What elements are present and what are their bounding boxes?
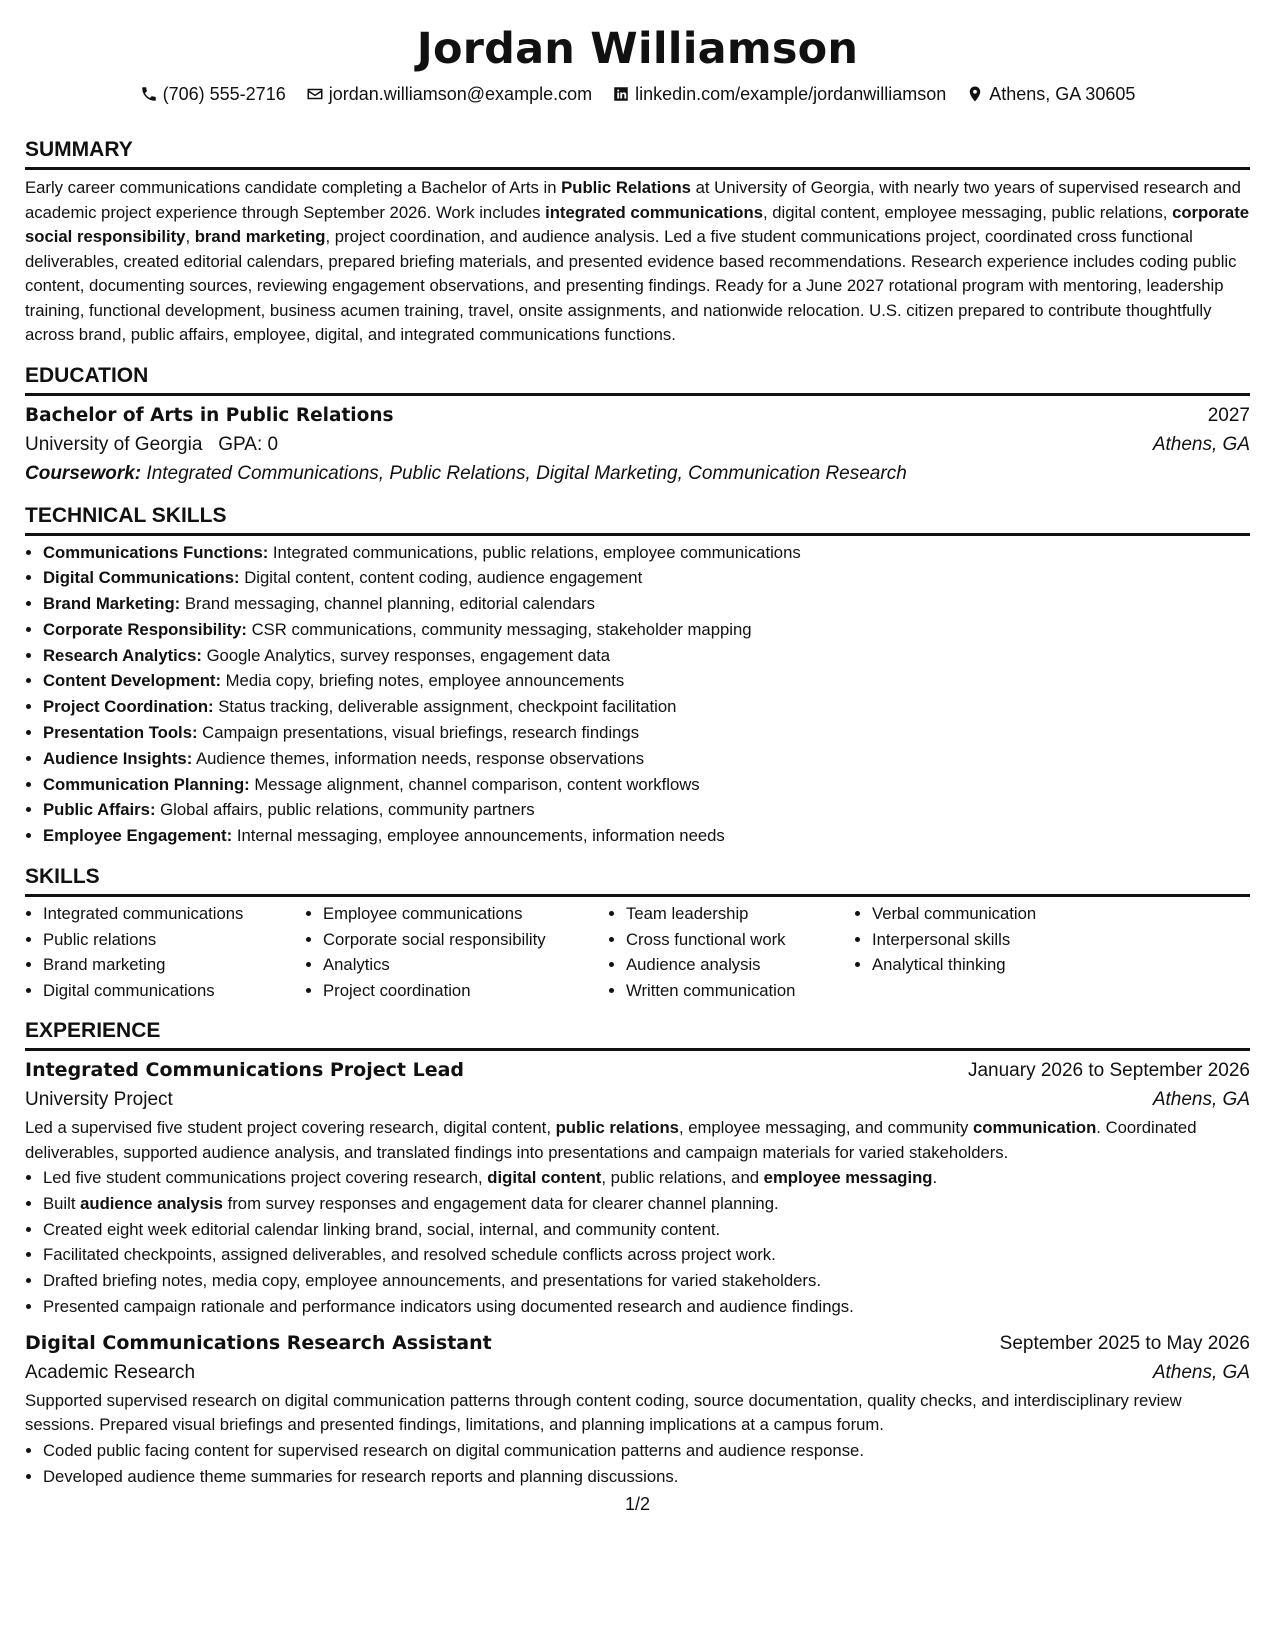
job-title: Digital Communications Research Assistant bbox=[25, 1331, 492, 1354]
skill-text: Campaign presentations, visual briefings, research findings bbox=[202, 723, 640, 743]
summary-heading: SUMMARY bbox=[25, 136, 1250, 170]
candidate-name: Jordan Williamson bbox=[416, 24, 859, 74]
summary-part: , digital content, employee messaging, public relations, bbox=[762, 202, 1173, 222]
skill-label: Research Analytics: bbox=[43, 645, 202, 665]
contact-location bbox=[966, 82, 1135, 106]
bullet-part: Led five student communications project covering research, bbox=[43, 1168, 488, 1188]
experience-heading: EXPERIENCE bbox=[25, 1017, 1250, 1051]
bullet-part: from survey responses and engagement data for clearer channel planning. bbox=[222, 1193, 779, 1213]
list-item: • Cross functional work bbox=[626, 927, 854, 953]
skills-heading: SKILLS bbox=[25, 863, 1250, 897]
job-bullets bbox=[25, 1438, 1250, 1490]
education-section bbox=[25, 362, 1250, 488]
list-item bbox=[43, 772, 1250, 798]
experience-section bbox=[25, 1017, 1250, 1489]
envelope-icon bbox=[306, 85, 324, 103]
list-item bbox=[43, 591, 1250, 617]
gpa: GPA: 0 bbox=[218, 433, 279, 455]
list-item bbox=[43, 746, 1250, 772]
list-item bbox=[43, 1191, 1250, 1217]
linkedin-link[interactable]: linkedin.com/example/jordanwilliamson bbox=[635, 84, 947, 104]
skill-text: Digital content, content coding, audience engagement bbox=[244, 568, 643, 588]
list-item: • Facilitated checkpoints, assigned deliverables, and resolved schedule conflicts across project work. bbox=[43, 1242, 1250, 1268]
summary-text bbox=[25, 176, 1250, 348]
skill-text: Internal messaging, employee announcements, information needs bbox=[236, 826, 725, 846]
school-location: Athens, GA bbox=[1152, 433, 1250, 455]
bullet-part: . bbox=[932, 1168, 938, 1188]
list-item: • Created eight week editorial calendar linking brand, social, internal, and community content. bbox=[43, 1217, 1250, 1243]
phone-icon bbox=[140, 85, 158, 103]
list-item bbox=[43, 797, 1250, 823]
skill-label: Corporate Responsibility: bbox=[43, 619, 247, 639]
summary-part: , bbox=[185, 227, 195, 246]
skill-label: Content Development: bbox=[43, 671, 222, 691]
list-item: • Analytics bbox=[323, 952, 608, 978]
coursework bbox=[25, 459, 1250, 488]
email-link[interactable]: jordan.williamson@example.com bbox=[328, 84, 593, 104]
coursework-list: Integrated Communications, Public Relations, Digital Marketing, Communication Research bbox=[146, 462, 907, 484]
job-dates: September 2025 to May 2026 bbox=[999, 1332, 1250, 1354]
skills-section bbox=[25, 863, 1250, 1003]
job-description: Supported supervised research on digital communication patterns through content coding, source documentation, quality checks, and interdisciplinary review sessions. Prepared visual briefings and presented findings, limitations, and planning implications at a campus forum. bbox=[25, 1390, 1182, 1435]
list-item bbox=[43, 668, 1250, 694]
bullet-part: , public relations, and bbox=[601, 1168, 764, 1188]
job-bullets bbox=[25, 1165, 1250, 1320]
desc-emphasis: communication bbox=[972, 1118, 1097, 1138]
resume-page bbox=[25, 20, 1250, 1489]
list-item: • Coded public facing content for supervised research on digital communication patterns and audience response. bbox=[43, 1438, 1250, 1464]
skills-column bbox=[608, 901, 854, 1003]
list-item: • Integrated communications bbox=[43, 901, 305, 927]
technical-skills-heading: TECHNICAL SKILLS bbox=[25, 502, 1250, 536]
phone-text: (706) 555-2716 bbox=[162, 84, 286, 104]
list-item bbox=[43, 565, 1250, 591]
job-org: University Project bbox=[25, 1089, 173, 1111]
skill-label: Communications Functions: bbox=[43, 542, 269, 562]
summary-part: at University of Georgia, with nearly two years of supervised research and academic project experience through September 2026. Work includes bbox=[25, 178, 1241, 222]
contact-email[interactable] bbox=[306, 82, 592, 106]
contact-phone bbox=[140, 82, 286, 106]
job-org-row bbox=[25, 1085, 1250, 1114]
skill-text: Global affairs, public relations, community partners bbox=[160, 800, 535, 820]
bullet-emphasis: digital content bbox=[487, 1168, 602, 1188]
contact-linkedin[interactable] bbox=[612, 82, 946, 106]
list-item: • Brand marketing bbox=[43, 952, 305, 978]
list-item bbox=[43, 617, 1250, 643]
job-org-row bbox=[25, 1358, 1250, 1387]
skill-label: Communication Planning: bbox=[43, 774, 250, 794]
education-heading: EDUCATION bbox=[25, 362, 1250, 396]
list-item: • Public relations bbox=[43, 927, 305, 953]
school-name: University of Georgia bbox=[25, 433, 203, 455]
summary-emphasis: integrated communications bbox=[545, 202, 763, 222]
list-item: • Employee communications bbox=[323, 901, 608, 927]
job-entry bbox=[25, 1328, 1250, 1490]
desc-part: , employee messaging, and community bbox=[678, 1118, 973, 1138]
summary-part: , project coordination, and audience analysis. Led a five student communications project, coordinated cross functional deliverables, created editorial calendars, prepared briefing materials, and presented evidence based recommendations. Research experience includes coding public content, documenting sources, reviewing engagement observations, and presenting findings. Ready for a June 2027 rotational program with mentoring, leadership training, functional development, business acumen training, travel, onsite assignments, and nationwide relocation. U.S. citizen prepared to contribute thoughtfully across brand, public affairs, employee, digital, and integrated communications functions. bbox=[25, 227, 1237, 344]
degree-title: Bachelor of Arts in Public Relations bbox=[25, 404, 394, 426]
skill-text: Status tracking, deliverable assignment, checkpoint facilitation bbox=[218, 697, 677, 717]
linkedin-icon bbox=[612, 85, 630, 103]
job-org: Academic Research bbox=[25, 1361, 196, 1383]
bullet-part: Built bbox=[43, 1193, 81, 1213]
list-item: • Team leadership bbox=[626, 901, 854, 927]
summary-part: Early career communications candidate completing a Bachelor of Arts in bbox=[25, 178, 562, 197]
list-item: • Analytical thinking bbox=[872, 952, 1112, 978]
desc-emphasis: public relations bbox=[555, 1118, 679, 1138]
summary-section bbox=[25, 136, 1250, 348]
list-item bbox=[43, 540, 1250, 566]
skill-label: Audience Insights: bbox=[43, 748, 193, 768]
list-item: • Developed audience theme summaries for research reports and planning discussions. bbox=[43, 1464, 1250, 1490]
technical-skills-section bbox=[25, 502, 1250, 850]
list-item: • Corporate social responsibility bbox=[323, 927, 608, 953]
job-header bbox=[25, 1055, 1250, 1085]
map-pin-icon bbox=[966, 85, 984, 103]
job-dates: January 2026 to September 2026 bbox=[967, 1060, 1250, 1082]
degree-row bbox=[25, 401, 1250, 430]
list-item bbox=[43, 694, 1250, 720]
list-item: • Digital communications bbox=[43, 978, 305, 1004]
school-info bbox=[25, 430, 278, 459]
skill-label: Brand Marketing: bbox=[43, 594, 181, 614]
list-item bbox=[43, 823, 1250, 849]
technical-skills-list bbox=[25, 540, 1250, 850]
job-title: Integrated Communications Project Lead bbox=[25, 1059, 465, 1082]
bullet-emphasis: audience analysis bbox=[80, 1193, 223, 1213]
bullet-emphasis: employee messaging bbox=[763, 1168, 933, 1188]
location-text: Athens, GA 30605 bbox=[989, 84, 1136, 104]
skill-label: Employee Engagement: bbox=[43, 826, 233, 846]
graduation-year: 2027 bbox=[1207, 404, 1250, 426]
job-description bbox=[25, 1116, 1250, 1165]
skill-text: Message alignment, channel comparison, content workflows bbox=[254, 774, 700, 794]
skill-label: Presentation Tools: bbox=[43, 723, 198, 743]
page-indicator: 1/2 bbox=[624, 1494, 651, 1514]
list-item bbox=[43, 720, 1250, 746]
list-item: • Drafted briefing notes, media copy, employee announcements, and presentations for varied stakeholders. bbox=[43, 1268, 1250, 1294]
skill-label: Public Affairs: bbox=[43, 800, 156, 820]
skill-text: CSR communications, community messaging, stakeholder mapping bbox=[251, 619, 752, 639]
list-item: • Written communication bbox=[626, 978, 854, 1004]
job-header bbox=[25, 1328, 1250, 1358]
skills-column bbox=[25, 901, 305, 1003]
skill-text: Google Analytics, survey responses, engagement data bbox=[206, 645, 611, 665]
summary-emphasis: Public Relations bbox=[561, 178, 691, 197]
skill-label: Digital Communications: bbox=[43, 568, 240, 588]
list-item: • Interpersonal skills bbox=[872, 927, 1112, 953]
list-item: • Project coordination bbox=[323, 978, 608, 1004]
skill-text: Media copy, briefing notes, employee announcements bbox=[225, 671, 625, 691]
skill-text: Audience themes, information needs, response observations bbox=[196, 748, 645, 768]
contact-bar bbox=[25, 82, 1250, 106]
job-location: Athens, GA bbox=[1152, 1089, 1250, 1111]
job-entry bbox=[25, 1055, 1250, 1320]
coursework-label: Coursework: bbox=[25, 462, 142, 484]
summary-emphasis: brand marketing bbox=[194, 227, 326, 246]
list-item bbox=[43, 1165, 1250, 1191]
school-row bbox=[25, 430, 1250, 459]
skill-text: Integrated communications, public relations, employee communications bbox=[272, 542, 801, 562]
job-location: Athens, GA bbox=[1152, 1361, 1250, 1383]
desc-part: Led a supervised five student project covering research, digital content, bbox=[25, 1118, 556, 1138]
skill-label: Project Coordination: bbox=[43, 697, 214, 717]
skills-column bbox=[854, 901, 1112, 1003]
skills-column bbox=[305, 901, 608, 1003]
list-item: • Presented campaign rationale and performance indicators using documented research and audience findings. bbox=[43, 1294, 1250, 1320]
list-item: • Verbal communication bbox=[872, 901, 1112, 927]
skills-grid bbox=[25, 901, 1250, 1003]
skill-text: Brand messaging, channel planning, editorial calendars bbox=[184, 594, 595, 614]
list-item: • Audience analysis bbox=[626, 952, 854, 978]
desc-part: . Coordinated deliverables, supported audience analysis, and translated findings into presentations and campaign materials for varied stakeholders. bbox=[25, 1118, 1197, 1162]
summary-emphasis: corporate social responsibility bbox=[25, 202, 1250, 246]
list-item bbox=[43, 643, 1250, 669]
